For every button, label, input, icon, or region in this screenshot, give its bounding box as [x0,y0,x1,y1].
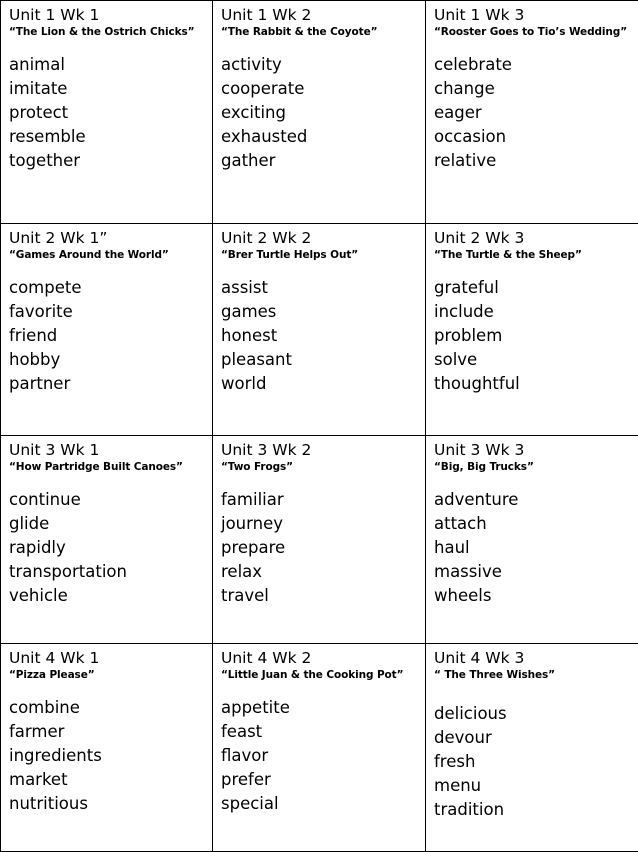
unit-week-heading: Unit 4 Wk 3 [434,649,638,668]
vocabulary-word: change [434,77,638,101]
story-title: “The Rabbit & the Coyote” [221,25,425,39]
vocabulary-word: compete [9,276,212,300]
unit-week-heading: Unit 2 Wk 2 [221,229,425,248]
vocabulary-word: partner [9,372,212,396]
vocabulary-word-list [434,276,638,396]
story-title: “How Partridge Built Canoes” [9,460,212,474]
vocabulary-word: resemble [9,125,212,149]
vocabulary-word: cooperate [221,77,425,101]
vocabulary-word: imitate [9,77,212,101]
vocabulary-word: protect [9,101,212,125]
vocabulary-word: activity [221,53,425,77]
vocabulary-row [1,436,638,644]
vocabulary-word: travel [221,584,425,608]
vocabulary-word: pleasant [221,348,425,372]
cell-content [213,224,425,396]
vocabulary-word: menu [434,774,638,798]
vocabulary-word: ingredients [9,744,212,768]
unit-week-cell [213,224,426,436]
vocabulary-word-list [221,53,425,173]
vocabulary-word: prefer [221,768,425,792]
unit-week-heading: Unit 1 Wk 2 [221,6,425,25]
story-title: “Rooster Goes to Tio’s Wedding” [434,25,638,39]
vocabulary-word: gather [221,149,425,173]
unit-week-cell [1,644,213,852]
unit-week-heading: Unit 2 Wk 1” [9,229,212,248]
vocabulary-word: grateful [434,276,638,300]
vocabulary-word: nutritious [9,792,212,816]
vocabulary-word: thoughtful [434,372,638,396]
unit-week-cell [1,1,213,224]
cell-content [426,436,638,608]
vocabulary-word: special [221,792,425,816]
cell-content [426,644,638,822]
vocabulary-row [1,1,638,224]
vocabulary-word: solve [434,348,638,372]
unit-week-heading: Unit 1 Wk 3 [434,6,638,25]
unit-week-cell [426,644,638,852]
story-title: “ The Three Wishes” [434,668,638,682]
vocabulary-word: flavor [221,744,425,768]
cell-content [1,436,212,608]
vocabulary-word-list [221,696,425,816]
vocabulary-word: glide [9,512,212,536]
cell-content [426,224,638,396]
cell-content [213,644,425,816]
vocabulary-word: vehicle [9,584,212,608]
vocabulary-row [1,224,638,436]
vocabulary-word: wheels [434,584,638,608]
story-title: “Big, Big Trucks” [434,460,638,474]
vocabulary-word: favorite [9,300,212,324]
vocabulary-table-body [1,1,638,852]
vocabulary-word: delicious [434,702,638,726]
vocabulary-word: exhausted [221,125,425,149]
vocabulary-word: market [9,768,212,792]
unit-week-cell [426,436,638,644]
story-title: “The Lion & the Ostrich Chicks” [9,25,212,39]
vocabulary-word: problem [434,324,638,348]
vocabulary-word: familiar [221,488,425,512]
vocabulary-word: world [221,372,425,396]
unit-week-heading: Unit 3 Wk 3 [434,441,638,460]
vocabulary-word: fresh [434,750,638,774]
vocabulary-word: exciting [221,101,425,125]
cell-content [426,1,638,173]
cell-content [1,224,212,396]
cell-content [1,644,212,816]
vocabulary-word: rapidly [9,536,212,560]
story-title: “Brer Turtle Helps Out” [221,248,425,262]
vocabulary-word: continue [9,488,212,512]
vocabulary-word: adventure [434,488,638,512]
vocabulary-row [1,644,638,852]
vocabulary-word: devour [434,726,638,750]
vocabulary-word: combine [9,696,212,720]
cell-content [213,436,425,608]
vocabulary-word: celebrate [434,53,638,77]
unit-week-cell [213,436,426,644]
story-title: “Pizza Please” [9,668,212,682]
vocabulary-word: friend [9,324,212,348]
vocabulary-word: relax [221,560,425,584]
story-title: “Two Frogs” [221,460,425,474]
vocabulary-word-list [9,696,212,816]
vocabulary-word-list [221,488,425,608]
vocabulary-word: include [434,300,638,324]
story-title: “Games Around the World” [9,248,212,262]
vocabulary-word-list [9,53,212,173]
vocabulary-word-list [434,488,638,608]
unit-week-heading: Unit 1 Wk 1 [9,6,212,25]
story-title: “Little Juan & the Cooking Pot” [221,668,425,682]
vocabulary-word: farmer [9,720,212,744]
story-title: “The Turtle & the Sheep” [434,248,638,262]
vocabulary-word: feast [221,720,425,744]
vocabulary-word: together [9,149,212,173]
cell-content [213,1,425,173]
vocabulary-word: eager [434,101,638,125]
unit-week-cell [1,224,213,436]
vocabulary-word: attach [434,512,638,536]
vocabulary-word: tradition [434,798,638,822]
vocabulary-word-list [9,276,212,396]
unit-week-heading: Unit 4 Wk 1 [9,649,212,668]
vocabulary-word: assist [221,276,425,300]
vocabulary-word: relative [434,149,638,173]
vocabulary-word: occasion [434,125,638,149]
vocabulary-word: transportation [9,560,212,584]
vocabulary-word: prepare [221,536,425,560]
vocabulary-word: hobby [9,348,212,372]
unit-week-heading: Unit 3 Wk 2 [221,441,425,460]
vocabulary-word: massive [434,560,638,584]
vocabulary-word: games [221,300,425,324]
unit-week-heading: Unit 4 Wk 2 [221,649,425,668]
unit-week-cell [426,1,638,224]
unit-week-heading: Unit 3 Wk 1 [9,441,212,460]
unit-week-heading: Unit 2 Wk 3 [434,229,638,248]
unit-week-cell [213,644,426,852]
vocabulary-word-list [9,488,212,608]
vocabulary-word-list [434,53,638,173]
unit-week-cell [1,436,213,644]
vocabulary-word: haul [434,536,638,560]
cell-content [1,1,212,173]
unit-week-cell [426,224,638,436]
unit-week-cell [213,1,426,224]
vocabulary-word: animal [9,53,212,77]
vocabulary-word: journey [221,512,425,536]
vocabulary-word: honest [221,324,425,348]
vocabulary-word-list [221,276,425,396]
vocabulary-word-list [434,702,638,822]
vocabulary-word: appetite [221,696,425,720]
